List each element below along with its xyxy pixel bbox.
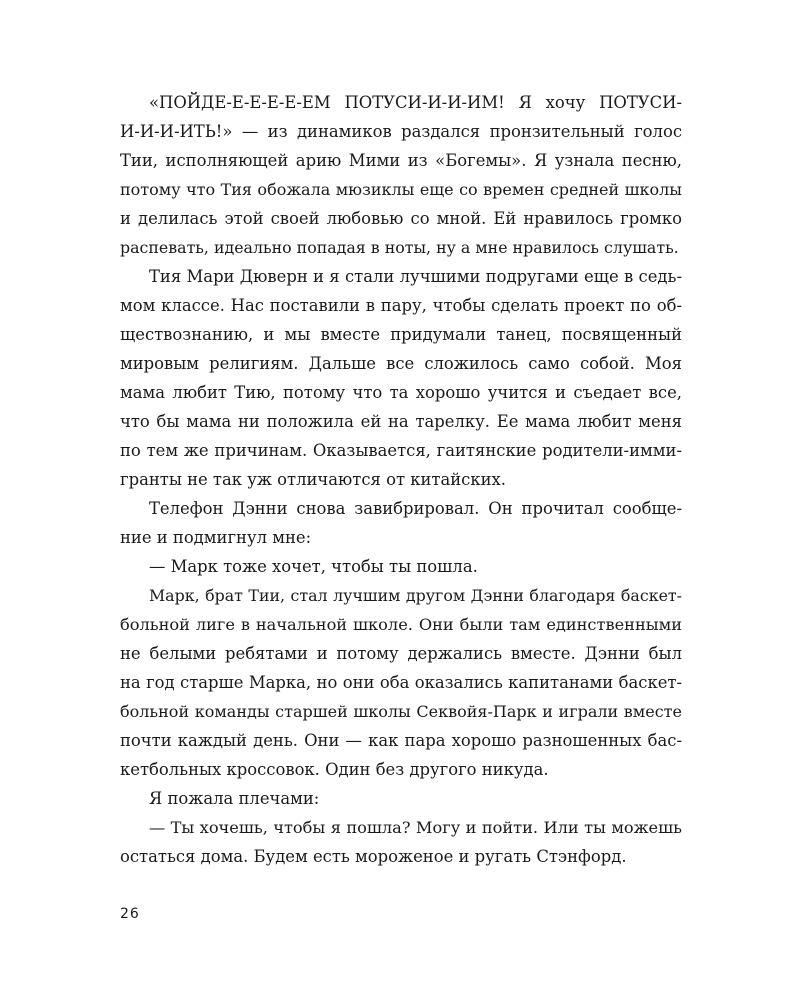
text-line: не белыми ребятами и потому держались вместе. Дэнни был bbox=[120, 644, 682, 663]
text-line: что бы мама ни положила ей на тарелку. Ее мама любит меня bbox=[120, 412, 682, 431]
text-line: «ПОЙДЕ-Е-Е-Е-Е-ЕМ ПОТУСИ-И-И-ИМ! Я хочу ПОТУСИ- bbox=[149, 93, 682, 112]
text-line: больной команды старшей школы Секвойя-Парк и играли вместе bbox=[120, 702, 682, 721]
text-line: и делилась этой своей любовью со мной. Ей нравилось громко bbox=[120, 209, 682, 228]
text-line: — Марк тоже хочет, чтобы ты пошла. bbox=[149, 557, 478, 576]
text-line: ние и подмигнул мне: bbox=[120, 528, 312, 547]
text-line: мировым религиям. Дальше все сложилось само собой. Моя bbox=[120, 354, 682, 373]
text-line: гранты не так уж отличаются от китайских. bbox=[120, 470, 506, 489]
text-line: — Ты хочешь, чтобы я пошла? Могу и пойти. Или ты можешь bbox=[149, 818, 682, 837]
text-line: мом классе. Нас поставили в пару, чтобы сделать проект по об- bbox=[120, 296, 682, 315]
text-line: Тия Мари Дюверн и я стали лучшими подругами еще в седь- bbox=[149, 267, 682, 286]
text-line: И-И-И-ИТЬ!» — из динамиков раздался пронзительный голос bbox=[120, 122, 682, 141]
text-line: потому что Тия обожала мюзиклы еще со времен средней школы bbox=[120, 180, 682, 199]
text-line: почти каждый день. Они — как пара хорошо разношенных бас- bbox=[120, 731, 682, 750]
text-line: Я пожала плечами: bbox=[149, 789, 320, 808]
text-line: ществознанию, и мы вместе придумали танец, посвященный bbox=[120, 325, 682, 344]
text-line: распевать, идеально попадая в ноты, ну а мне нравилось слушать. bbox=[120, 238, 679, 257]
text-line: Телефон Дэнни снова завибрировал. Он прочитал сообще- bbox=[149, 499, 682, 518]
page-number: 26 bbox=[120, 906, 140, 922]
text-line: Тии, исполняющей арию Мими из «Богемы». Я узнала песню, bbox=[120, 151, 682, 170]
text-line: на год старше Марка, но они оба оказались капитанами баскет- bbox=[120, 673, 682, 692]
text-line: по тем же причинам. Оказывается, гаитянские родители-имми- bbox=[120, 441, 682, 460]
text-line: мама любит Тию, потому что та хорошо учится и съедает все, bbox=[120, 383, 682, 402]
text-line: кетбольных кроссовок. Один без другого никуда. bbox=[120, 760, 549, 779]
text-line: больной лиге в начальной школе. Они были там единственными bbox=[120, 615, 682, 634]
book-page-text bbox=[120, 88, 682, 871]
text-line: Марк, брат Тии, стал лучшим другом Дэнни благодаря баскет- bbox=[149, 586, 682, 605]
text-line: остаться дома. Будем есть мороженое и ругать Стэнфорд. bbox=[120, 847, 627, 866]
